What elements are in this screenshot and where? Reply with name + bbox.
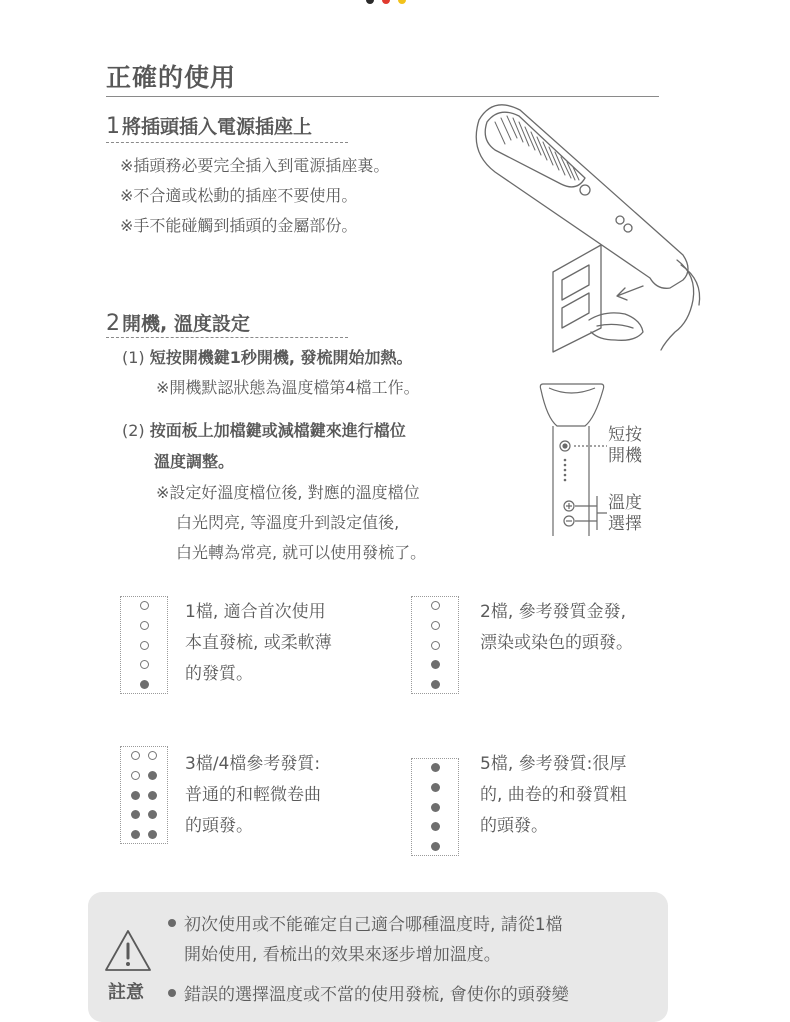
level2-dot (431, 641, 440, 650)
bullet-icon (168, 919, 176, 927)
level5-line-2: 的, 曲卷的和發質粗 (480, 785, 627, 805)
step2-part1-text: 短按開機鍵1秒開機, 發梳開始加熱。 (149, 348, 413, 367)
level5-dot (431, 842, 440, 851)
step2-part2-label: (2) (122, 421, 145, 440)
level34-desc (185, 749, 321, 842)
level34-dot (148, 791, 157, 800)
bullet-icon (168, 989, 176, 997)
warning-item-1-text-1: 初次使用或不能確定自己適合哪種溫度時, 請從1檔 (184, 915, 563, 935)
level1-desc (185, 597, 332, 690)
warning-items (168, 910, 569, 1010)
level2-dot (431, 680, 440, 689)
title-rule (106, 96, 659, 97)
level2-dot (431, 601, 440, 610)
step2-part2-text-2: 溫度調整。 (154, 452, 235, 471)
level34-dot-row (131, 830, 157, 839)
level2-desc (480, 597, 633, 659)
step2-dash-rule (106, 337, 348, 338)
level1-dot (140, 601, 149, 610)
level1-dot (140, 621, 149, 630)
step2-part2-note-3: 白光轉為常亮, 就可以使用發梳了。 (176, 543, 427, 562)
step1-note-1: ※插頭務必要完全插入到電源插座裏。 (120, 156, 390, 175)
step2-part1-note: ※開機默認狀態為溫度檔第4檔工作。 (156, 378, 420, 397)
step2-title: 開機, 溫度設定 (122, 313, 250, 335)
step2-part2 (122, 416, 406, 446)
warning-item-1-line-1 (168, 910, 569, 940)
device-label-power (608, 425, 642, 467)
step2-part1-label: (1) (122, 348, 145, 367)
level5-indicator (411, 758, 459, 856)
level5-desc (480, 749, 627, 842)
device-label-temp-2: 選擇 (608, 514, 642, 534)
level1-indicator (120, 596, 168, 694)
level5-dot (431, 763, 440, 772)
device-label-temp (608, 493, 642, 535)
level34-indicator (120, 746, 168, 844)
step2-part2-note-1: ※設定好溫度檔位後, 對應的溫度檔位 (156, 483, 420, 502)
device-label-temp-1: 溫度 (608, 493, 642, 513)
level34-line-2: 普通的和輕微卷曲 (185, 785, 321, 805)
level34-line-1: 3檔/4檔參考發質: (185, 754, 321, 774)
step1-title: 將插頭插入電源插座上 (122, 116, 313, 138)
level34-dot-row (131, 771, 157, 780)
device-label-power-1: 短按 (608, 425, 642, 445)
level1-dot (140, 641, 149, 650)
level34-dot-row (131, 751, 157, 760)
level34-line-3: 的頭發。 (185, 816, 253, 836)
level1-line-1: 1檔, 適合首次使用 (185, 602, 326, 622)
header-dots (366, 0, 406, 4)
level1-dot (140, 660, 149, 669)
step2-part1 (122, 343, 413, 373)
level34-dot (148, 830, 157, 839)
device-panel-illustration (535, 378, 615, 543)
brush-plug-illustration (465, 100, 705, 355)
step2-number: 2 (106, 311, 120, 336)
warning-item-1-line-2: 開始使用, 看梳出的效果來逐步增加溫度。 (184, 945, 501, 965)
step1-number: 1 (106, 114, 120, 139)
step2-part2-text-1: 按面板上加檔鍵或減檔鍵來進行檔位 (149, 421, 406, 440)
level2-dot (431, 621, 440, 630)
page-title: 正確的使用 (106, 63, 237, 92)
step2-part2-note-2: 白光閃亮, 等溫度升到設定值後, (176, 513, 400, 532)
level5-dot (431, 822, 440, 831)
level5-dot (431, 783, 440, 792)
level1-line-2: 本直發梳, 或柔軟薄 (185, 633, 332, 653)
level2-line-1: 2檔, 參考發質金發, (480, 602, 627, 622)
device-label-power-2: 開機 (608, 446, 642, 466)
level34-dot (148, 810, 157, 819)
warning-triangle-icon (103, 928, 153, 974)
header-dot-yellow (398, 0, 406, 4)
level34-dot (131, 791, 140, 800)
step1-heading (106, 112, 312, 139)
step1-note-2: ※不合適或松動的插座不要使用。 (120, 186, 358, 205)
level34-dot (148, 771, 157, 780)
header-dot-red (382, 0, 390, 4)
level34-dot (131, 810, 140, 819)
level1-dot (140, 680, 149, 689)
level2-indicator (411, 596, 459, 694)
level5-line-1: 5檔, 參考發質:很厚 (480, 754, 627, 774)
step1-note-3: ※手不能碰觸到插頭的金屬部份。 (120, 216, 358, 235)
level34-dot (131, 830, 140, 839)
step1-dash-rule (106, 142, 348, 143)
level34-dot (131, 751, 140, 760)
level34-dot (148, 751, 157, 760)
header-dot-black (366, 0, 374, 4)
level34-dot-row (131, 791, 157, 800)
warning-label: 註意 (108, 982, 144, 1003)
level34-dot-row (131, 810, 157, 819)
level34-dot (131, 771, 140, 780)
level1-line-3: 的發質。 (185, 664, 253, 684)
step2-heading (106, 309, 250, 336)
level2-line-2: 漂染或染色的頭發。 (480, 633, 633, 653)
level5-dot (431, 803, 440, 812)
warning-item-2-text-1: 錯誤的選擇溫度或不當的使用發梳, 會使你的頭發變 (184, 985, 569, 1005)
warning-item-2-line-1 (168, 980, 569, 1010)
level2-dot (431, 660, 440, 669)
level5-line-3: 的頭發。 (480, 816, 548, 836)
